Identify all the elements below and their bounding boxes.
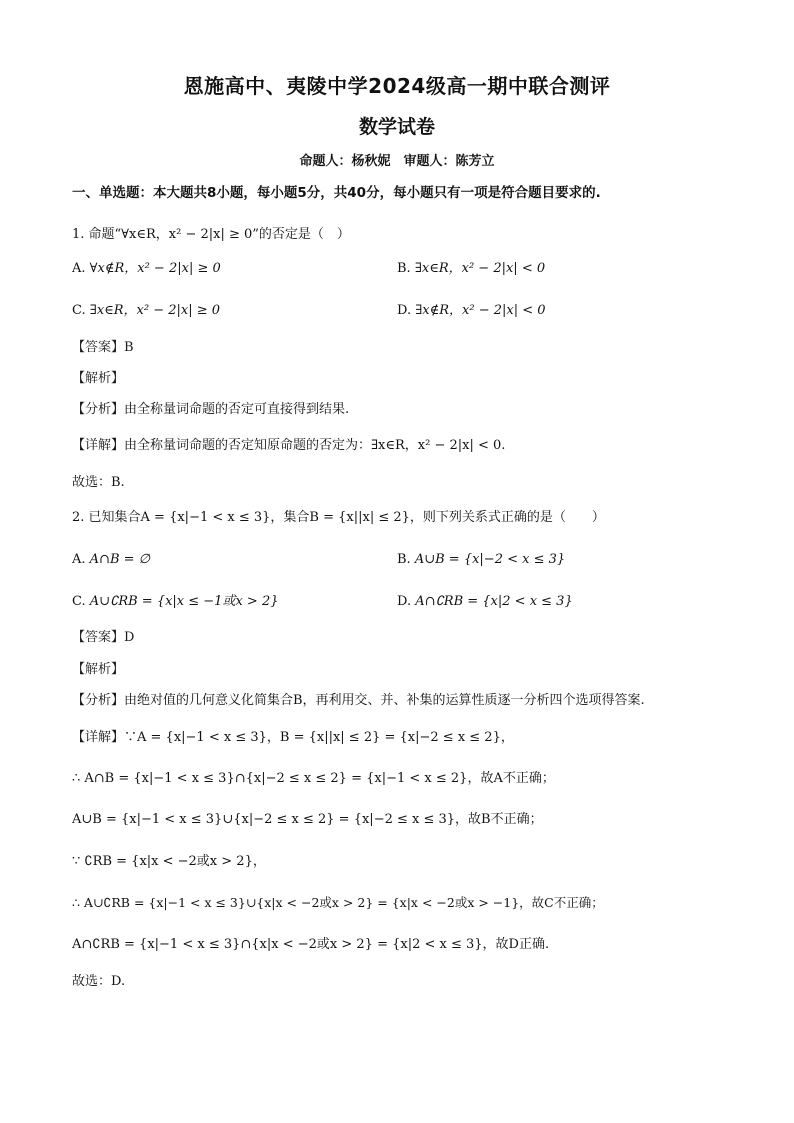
q1-option-a <box>72 260 221 278</box>
option-text: A∩∁RB = {x|2 < x ≤ 3} <box>415 594 573 609</box>
q1-analysis: 【分析】由全称量词命题的否定可直接得到结果. <box>72 402 350 417</box>
q2-detail-line: ∴ A∪∁RB = {x|−1 < x ≤ 3}∪{x|x < −2或x > 2} = {x|x < −2或x > −1}，故C不正确； <box>72 895 604 910</box>
option-label: C. <box>72 303 86 318</box>
q2-analysis-label: 【解析】 <box>72 662 125 677</box>
q2-detail-line: 【详解】∵A = {x|−1 < x ≤ 3}，B = {x||x| ≤ 2} = {x|−2 ≤ x ≤ 2}， <box>72 730 514 745</box>
q2-detail-line: A∪B = {x|−1 < x ≤ 3}∪{x|−2 ≤ x ≤ 2} = {x|−2 ≤ x ≤ 3}，故B不正确； <box>72 812 543 827</box>
option-text: ∀x∉R，x² − 2|x| ≥ 0 <box>89 261 221 276</box>
q2-stem: 2. 已知集合A = {x|−1 < x ≤ 3}，集合B = {x||x| ≤ 2}，则下列关系式正确的是（ ） <box>72 510 605 525</box>
authors-line: 命题人：杨秋妮 审题人：陈芳立 <box>299 154 495 169</box>
option-label: C. <box>72 594 86 609</box>
option-text: A∩B = ∅ <box>89 552 150 567</box>
option-text: A∪B = {x|−2 < x ≤ 3} <box>414 552 566 567</box>
q2-detail-line: ∴ A∩B = {x|−1 < x ≤ 3}∩{x|−2 ≤ x ≤ 2} = {x|−1 < x ≤ 2}，故A不正确； <box>72 771 555 786</box>
q1-option-d <box>397 302 546 320</box>
option-text: ∃x∉R，x² − 2|x| < 0 <box>415 303 546 318</box>
option-text: ∃x∈R，x² − 2|x| ≥ 0 <box>89 303 221 318</box>
option-label: D. <box>397 303 412 318</box>
option-text: A∪∁RB = {x|x ≤ −1或x > 2} <box>89 594 279 609</box>
q1-choice: 故选：B. <box>72 475 125 490</box>
option-label: B. <box>397 552 411 567</box>
document-subtitle: 数学试卷 <box>358 116 435 138</box>
option-label: A. <box>72 552 86 567</box>
q1-stem: 1. 命题“∀x∈R，x² − 2|x| ≥ 0”的否定是（ ） <box>72 227 350 242</box>
q2-option-a <box>72 551 150 569</box>
section-heading: 一、单选题：本大题共8小题，每小题5分，共40分，每小题只有一项是符合题目要求的. <box>72 185 601 201</box>
q2-option-c <box>72 593 278 611</box>
q2-analysis: 【分析】由绝对值的几何意义化简集合B，再利用交、并、补集的运算性质逐一分析四个选项得答案. <box>72 693 645 708</box>
q2-option-d <box>397 593 573 611</box>
option-label: A. <box>72 261 86 276</box>
q1-detail: 【详解】由全称量词命题的否定知原命题的否定为：∃x∈R，x² − 2|x| < 0. <box>72 438 506 453</box>
q2-detail-line: A∩∁RB = {x|−1 < x ≤ 3}∩{x|x < −2或x > 2} = {x|2 < x ≤ 3}，故D正确. <box>72 937 550 952</box>
q2-option-b <box>397 551 565 569</box>
q1-option-c <box>72 302 220 320</box>
option-text: ∃x∈R，x² − 2|x| < 0 <box>414 261 546 276</box>
option-label: D. <box>397 594 412 609</box>
q1-answer: 【答案】B <box>72 340 134 355</box>
q2-choice: 故选：D. <box>72 974 126 989</box>
document-title: 恩施高中、夷陵中学2024级高一期中联合测评 <box>183 74 611 98</box>
q2-answer: 【答案】D <box>72 630 135 645</box>
q1-analysis-label: 【解析】 <box>72 371 125 386</box>
q1-option-b <box>397 260 545 278</box>
option-label: B. <box>397 261 411 276</box>
q2-detail-line: ∵ ∁RB = {x|x < −2或x > 2}， <box>72 854 266 869</box>
